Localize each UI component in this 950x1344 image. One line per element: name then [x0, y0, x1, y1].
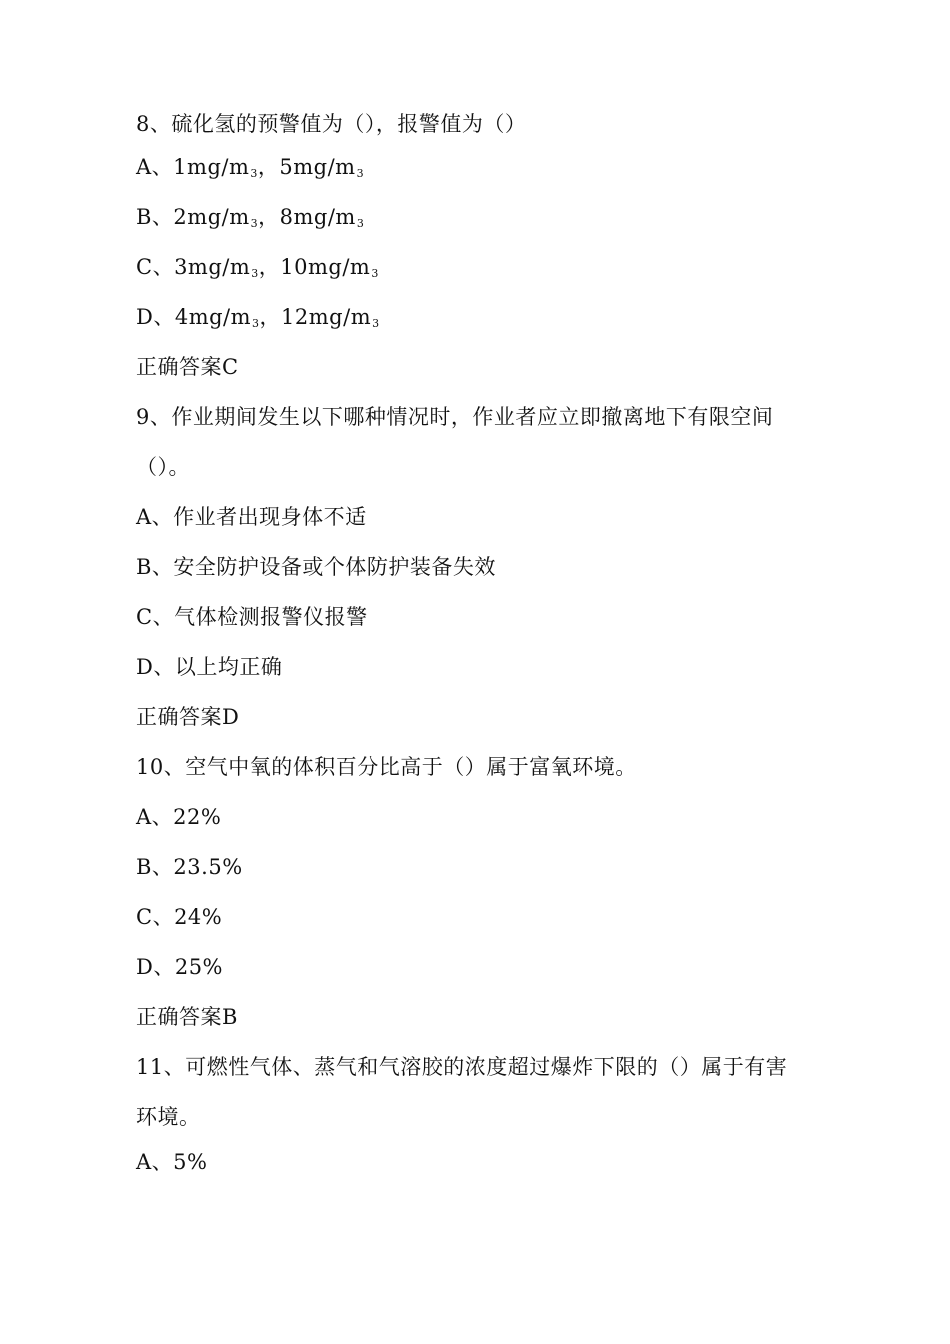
- q9-answer: 正确答案D: [136, 705, 240, 729]
- q8-option-c-unit-exponent-2: 3: [371, 267, 379, 280]
- q8-option-d-unit-exponent-1: 3: [252, 317, 260, 330]
- q8-answer: 正确答案C: [136, 355, 239, 379]
- q10-option-b: B、23.5%: [136, 855, 243, 879]
- q8-option-a-prefix: A、1mg/m: [136, 155, 250, 179]
- q10-option-a: A、22%: [136, 805, 222, 829]
- q8-option-d-mid: ，12mg/m: [259, 305, 372, 329]
- q11-question-line2: 环境。: [136, 1105, 201, 1129]
- q8-option-d-unit-exponent-2: 3: [372, 317, 380, 330]
- q10-option-d: D、25%: [136, 955, 224, 979]
- q8-option-b-unit-exponent-1: 3: [250, 217, 259, 230]
- q9-option-d: D、以上均正确: [136, 655, 283, 679]
- q10-question: 10、空气中氧的体积百分比高于（）属于富氧环境。: [136, 755, 637, 779]
- q8-option-a-unit-exponent-1: 3: [250, 167, 258, 180]
- q8-option-c-prefix: C、3mg/m: [136, 255, 251, 279]
- q10-option-c: C、24%: [136, 905, 223, 929]
- q8-option-c-mid: ，10mg/m: [258, 255, 371, 279]
- q8-option-b-prefix: B、2mg/m: [136, 205, 250, 229]
- q8-option-a-unit-exponent-2: 3: [356, 167, 365, 180]
- q8-option-a-mid: ，5mg/m: [257, 155, 356, 179]
- q10-answer: 正确答案B: [136, 1005, 238, 1029]
- q9-option-c: C、气体检测报警仪报警: [136, 605, 368, 629]
- q8-option-c-unit-exponent-1: 3: [251, 267, 259, 280]
- q8-question: 8、硫化氢的预警值为（），报警值为（）: [136, 112, 527, 136]
- q8-option-a: [136, 153, 364, 188]
- q11-option-a: A、5%: [136, 1150, 208, 1174]
- q8-option-c: [136, 253, 379, 288]
- q8-option-b-unit-exponent-2: 3: [356, 217, 365, 230]
- q8-option-b: [136, 203, 364, 238]
- q8-option-d: [136, 303, 380, 338]
- q8-option-d-prefix: D、4mg/m: [136, 305, 252, 329]
- q11-question-line1: 11、可燃性气体、蒸气和气溶胶的浓度超过爆炸下限的（）属于有害: [136, 1055, 788, 1079]
- q9-question-line1: 9、作业期间发生以下哪种情况时，作业者应立即撤离地下有限空间: [136, 405, 774, 429]
- q9-question-line2: （）。: [136, 455, 190, 479]
- q9-option-a: A、作业者出现身体不适: [136, 505, 367, 529]
- q8-option-b-mid: ，8mg/m: [258, 205, 356, 229]
- q9-option-b: B、安全防护设备或个体防护装备失效: [136, 555, 496, 579]
